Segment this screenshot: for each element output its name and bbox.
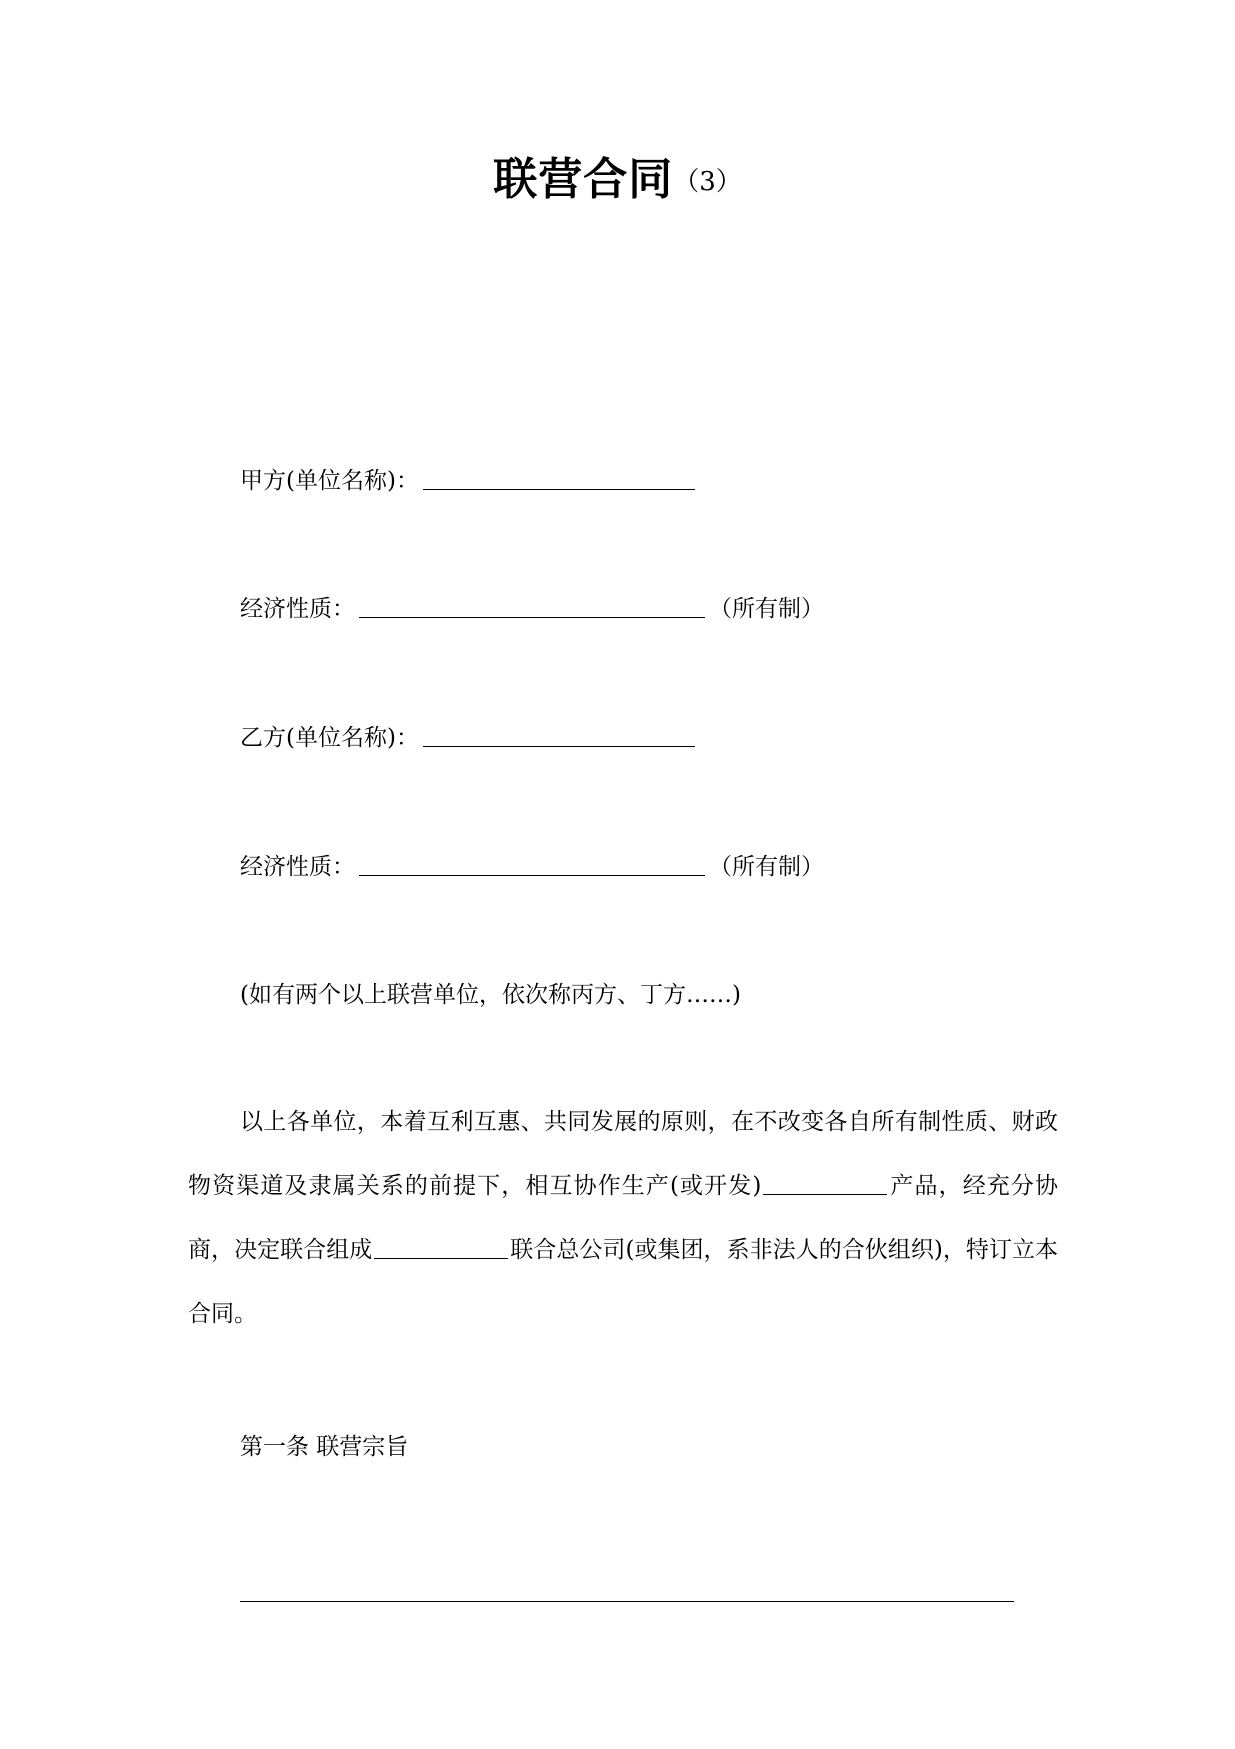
party-a-nature-line <box>240 594 824 624</box>
party-b-nature-line <box>240 852 824 882</box>
product-blank[interactable] <box>763 1174 887 1195</box>
company-name-blank[interactable] <box>374 1238 508 1259</box>
title-main: 联营合同 <box>493 154 674 205</box>
party-a-nature-suffix: （所有制） <box>709 596 824 622</box>
article-1-fill-line[interactable] <box>240 1601 1014 1602</box>
title-number: （3） <box>673 167 742 197</box>
preamble-part-1: 以上各单位，本着互利互惠、共同发展的原则，在不改变各自所有制性质、财政物资渠道及隶属关系的前提下，相互协作生产(或开发) <box>188 1109 1058 1199</box>
preamble-paragraph <box>188 1090 1058 1346</box>
additional-parties-note: (如有两个以上联营单位，依次称丙方、丁方……) <box>240 982 741 1008</box>
party-a-label: 甲方(单位名称)： <box>240 468 419 494</box>
party-a-nature-label: 经济性质： <box>240 596 355 622</box>
party-b-nature-blank[interactable] <box>359 855 705 876</box>
document-title <box>0 150 1235 219</box>
preamble-part-2: 产品，经充分协商，决定联合组成 <box>188 1173 1059 1263</box>
article-1-heading: 第一条 联营宗旨 <box>240 1434 409 1460</box>
party-a-line <box>240 466 699 496</box>
party-b-nature-suffix: （所有制） <box>709 854 824 880</box>
party-b-label: 乙方(单位名称)： <box>240 725 419 751</box>
party-b-nature-label: 经济性质： <box>240 854 355 880</box>
party-a-name-blank[interactable] <box>423 469 695 490</box>
party-a-nature-blank[interactable] <box>359 597 705 618</box>
party-b-line <box>240 723 699 753</box>
party-b-name-blank[interactable] <box>423 726 695 747</box>
preamble-part-3: 联合总公司(或集团，系非法人的合伙组织)，特订立本合同。 <box>188 1237 1059 1327</box>
